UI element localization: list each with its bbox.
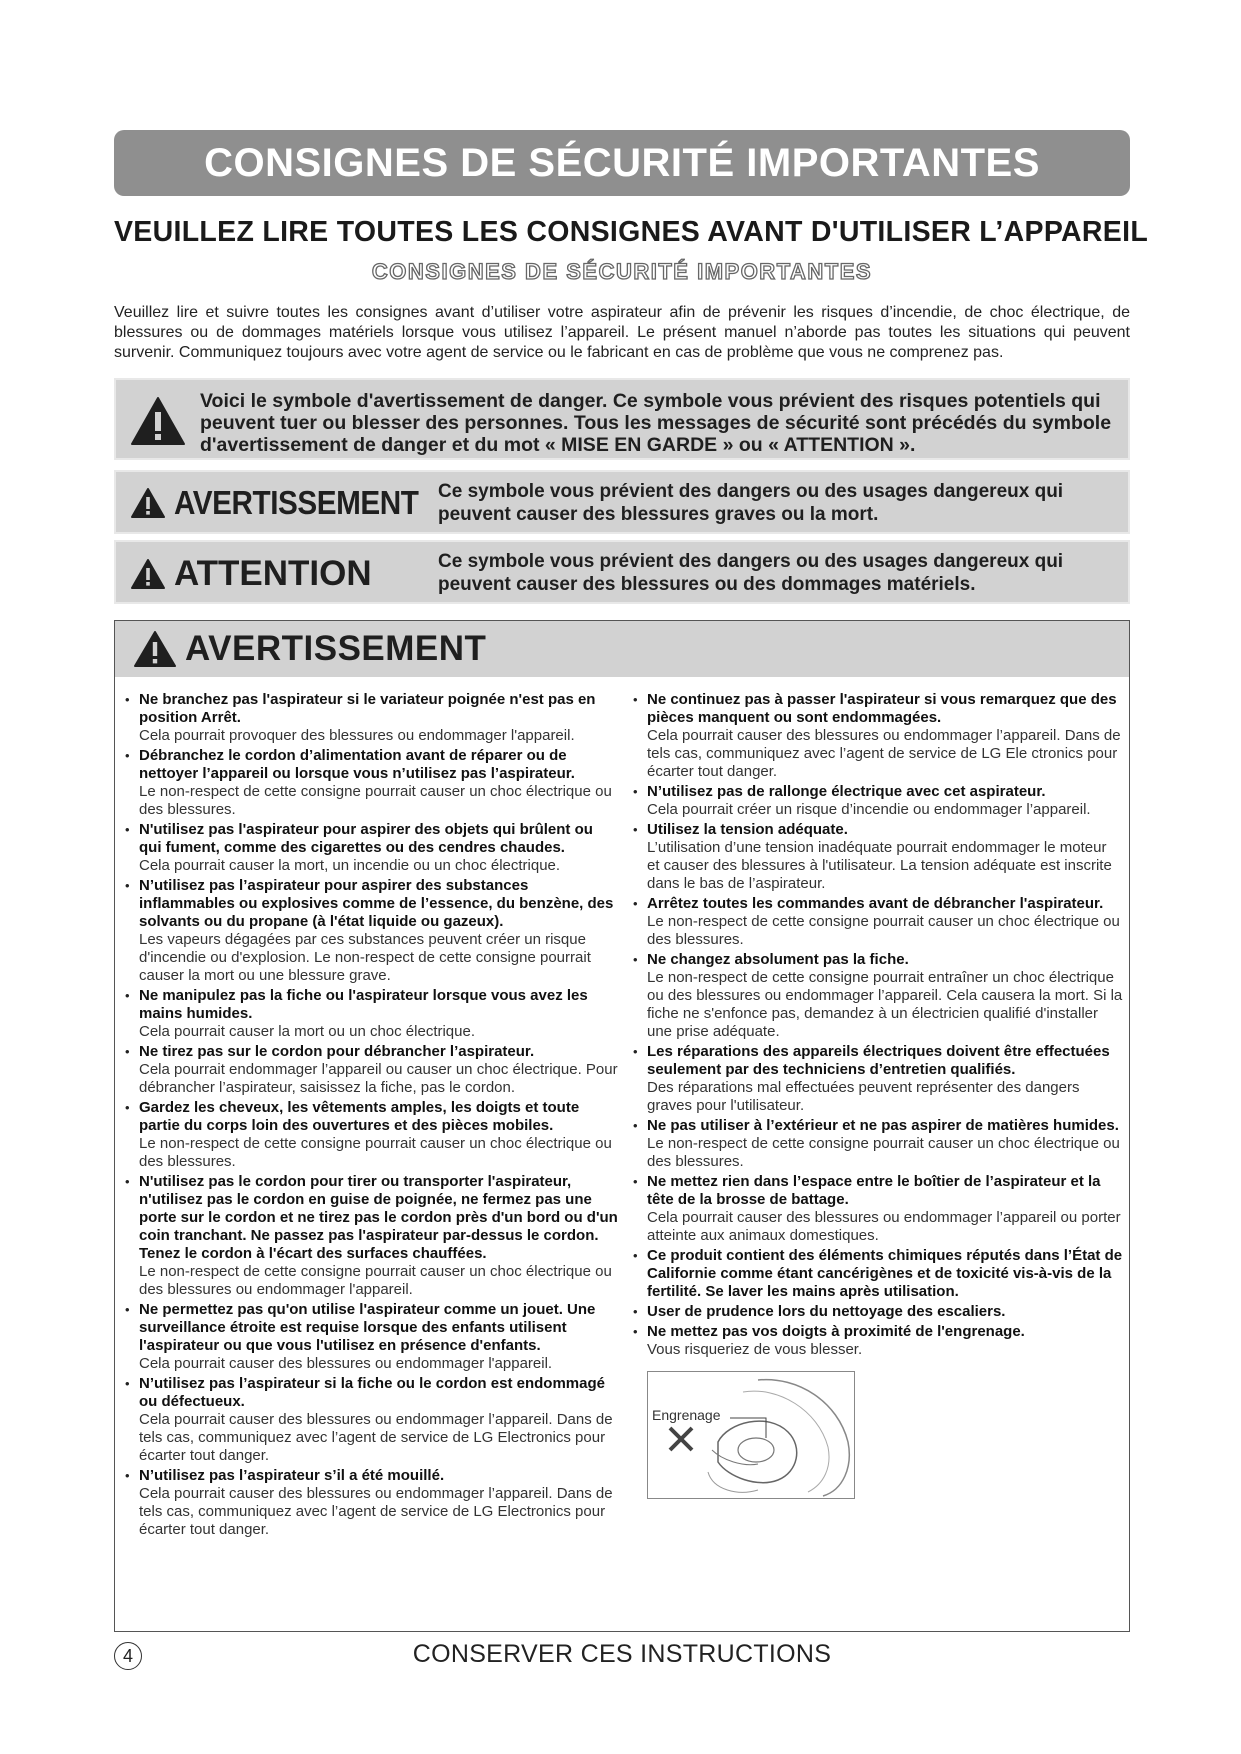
avertissement-box	[114, 470, 1130, 534]
attention-box	[114, 540, 1130, 604]
warning-section	[114, 620, 1130, 1632]
list-item: • Ne mettez pas vos doigts à proximité de l'engrenage. Vous risqueriez de vous blesser.	[633, 1323, 1123, 1359]
list-item: • Arrêtez toutes les commandes avant de débrancher l'aspirateur. Le non-respect de cette consigne pourrait causer un choc électrique ou des blessures.	[633, 895, 1123, 949]
engrenage-illustration	[647, 1371, 855, 1499]
list-item: • Ne tirez pas sur le cordon pour débrancher l’aspirateur. Cela pourrait endommager l’appareil ou causer un choc électrique. Pour débrancher l’aspirateur, saisissez la fiche, pas le cordon.	[125, 1043, 619, 1097]
danger-symbol-box	[114, 378, 1130, 460]
warning-triangle-icon	[133, 630, 177, 668]
list-item: • N’utilisez pas de rallonge électrique avec cet aspirateur. Cela pourrait créer un risque d’incendie ou endommager l’appareil.	[633, 783, 1123, 819]
page-number: 4	[114, 1642, 142, 1670]
attention-label: ATTENTION	[130, 554, 372, 594]
page-banner-title: CONSIGNES DE SÉCURITÉ IMPORTANTES	[114, 130, 1130, 196]
warning-triangle-icon	[130, 487, 166, 519]
list-item: • N’utilisez pas l’aspirateur si la fiche ou le cordon est endommagé ou défectueux. Cela pourrait causer des blessures ou endommager l’appareil. Dans de tels cas, communiquez avec l’agent de service de LG Electronics pour écarter tout danger.	[125, 1375, 619, 1465]
avertissement-label: AVERTISSEMENT	[130, 484, 446, 522]
page-subtitle: VEUILLEZ LIRE TOUTES LES CONSIGNES AVANT D'UTILISER L’APPAREIL	[114, 216, 1149, 248]
intro-paragraph: Veuillez lire et suivre toutes les consignes avant d’utiliser votre aspirateur afin de prévenir les risques d’incendie, de choc électrique, de blessures ou de dommages matériels lorsque vous utilisez l’appareil. Le présent manuel n’aborde pas toutes les situations qui peuvent survenir. Communiquez toujours avec votre agent de service ou le fabricant en cas de problème que vous ne comprenez pas.	[114, 304, 1130, 361]
avertissement-description: Ce symbole vous prévient des dangers ou des usages dangereux qui peuvent causer des blessures graves ou la mort.	[438, 481, 1064, 525]
list-item: • Gardez les cheveux, les vêtements amples, les doigts et toute partie du corps loin des ouvertures et des pièces mobiles. Le non-respect de cette consigne pourrait causer un choc électrique ou des blessures.	[125, 1099, 619, 1171]
list-item: • User de prudence lors du nettoyage des escaliers.	[633, 1303, 1123, 1321]
list-item: • Ne branchez pas l'aspirateur si le variateur poignée n'est pas en position Arrêt. Cela pourrait provoquer des blessures ou endommager l'appareil.	[125, 691, 619, 745]
list-item: • Ne continuez pas à passer l'aspirateur si vous remarquez que des pièces manquent ou sont endommagées. Cela pourrait causer des blessures ou endommager l’appareil. Dans de tels cas, communiquez avec l’agent de service de LG Ele ctronics pour écarter tout danger.	[633, 691, 1123, 781]
warning-right-column	[633, 691, 1123, 1499]
list-item: • N’utilisez pas l’aspirateur pour aspirer des substances inflammables ou explosives comme de l’essence, du benzène, des solvants ou du propane (à l'état liquide ou gazeux). Les vapeurs dégagées par ces substances peuvent créer un risque d'incendie ou d'explosion. Le non-respect de cette consigne pourrait causer la mort ou une blessure grave.	[125, 877, 619, 985]
list-item: • Ne mettez rien dans l’espace entre le boîtier de l’aspirateur et la tête de la brosse de battage. Cela pourrait causer des blessures ou endommager l’appareil ou porter atteinte aux animaux domestiques.	[633, 1173, 1123, 1245]
vacuum-gear-illustration	[648, 1372, 854, 1498]
list-item: • N'utilisez pas le cordon pour tirer ou transporter l'aspirateur, n'utilisez pas le cordon en guise de poignée, ne fermez pas une porte sur le cordon et ne tirez pas le cordon près d'un bord ou d'un coin tranchant. Ne passez pas l'aspirateur par-dessus le cordon. Tenez le cordon à l'écart des surfaces chauffées. Le non-respect de cette consigne pourrait causer un choc électrique ou des blessures ou endommager l'appareil.	[125, 1173, 619, 1299]
warning-left-column	[125, 691, 619, 1541]
attention-description: Ce symbole vous prévient des dangers ou des usages dangereux qui peuvent causer des blessures ou des dommages matériels.	[438, 551, 1064, 595]
page-footer	[114, 1636, 1130, 1676]
list-item: • Utilisez la tension adéquate. L’utilisation d’une tension inadéquate pourrait endommager le moteur et causer des blessures à l'utilisateur. La tension adéquate est inscrite dans le bas de l’aspirateur.	[633, 821, 1123, 893]
list-item: • Ce produit contient des éléments chimiques réputés dans l’État de Californie comme étant cancérigènes et de toxicité vis-à-vis de la fertilité. Se laver les mains après utilisation.	[633, 1247, 1123, 1301]
list-item: • N’utilisez pas l’aspirateur s’il a été mouillé. Cela pourrait causer des blessures ou endommager l’appareil. Dans de tels cas, communiquez avec l’agent de service de LG Electronics pour écarter tout danger.	[125, 1467, 619, 1539]
warning-triangle-icon	[130, 396, 186, 451]
list-item: • Ne pas utiliser à l’extérieur et ne pas aspirer de matières humides. Le non-respect de cette consigne pourrait causer un choc électrique ou des blessures.	[633, 1117, 1123, 1171]
warning-section-header	[115, 621, 1129, 677]
list-item: • Débranchez le cordon d’alimentation avant de réparer ou de nettoyer l’appareil ou lorsque vous n’utilisez pas l’aspirateur. Le non-respect de cette consigne pourrait causer un choc électrique ou des blessures.	[125, 747, 619, 819]
list-item: • Ne manipulez pas la fiche ou l'aspirateur lorsque vous avez les mains humides. Cela pourrait causer la mort ou un choc électrique.	[125, 987, 619, 1041]
outline-section-title: CONSIGNES DE SÉCURITÉ IMPORTANTES	[371, 259, 873, 284]
list-item: • Ne permettez pas qu'on utilise l'aspirateur comme un jouet. Une surveillance étroite est requise lorsque des enfants utilisent l'aspirateur ou que vous l'utilisez en présence d'enfants. Cela pourrait causer des blessures ou endommager l'appareil.	[125, 1301, 619, 1373]
warning-section-title: AVERTISSEMENT	[185, 629, 487, 668]
engrenage-label: Engrenage	[652, 1407, 721, 1423]
list-item: • Ne changez absolument pas la fiche. Le non-respect de cette consigne pourrait entraîner un choc électrique ou des blessures ou endommager l’appareil. Cela causera la mort. Si la fiche ne s'enfonce pas, demandez à un électricien qualifié d'installer une prise adéquate.	[633, 951, 1123, 1041]
warning-triangle-icon	[130, 558, 166, 590]
danger-symbol-text: Voici le symbole d'avertissement de danger. Ce symbole vous prévient des risques potentiels qui peuvent tuer ou blesser des personnes. Tous les messages de sécurité sont précédés du symbole d'avertissement de danger et du mot « MISE EN GARDE » ou « ATTENTION ».	[200, 390, 1112, 456]
list-item: • N'utilisez pas l'aspirateur pour aspirer des objets qui brûlent ou qui fument, comme des cigarettes ou des cendres chaudes. Cela pourrait causer la mort, un incendie ou un choc électrique.	[125, 821, 619, 875]
footer-text: CONSERVER CES INSTRUCTIONS	[412, 1640, 832, 1668]
list-item: • Les réparations des appareils électriques doivent être effectuées seulement par des techniciens d’entretien qualifiés. Des réparations mal effectuées peuvent représenter des dangers graves pour l'utilisateur.	[633, 1043, 1123, 1115]
